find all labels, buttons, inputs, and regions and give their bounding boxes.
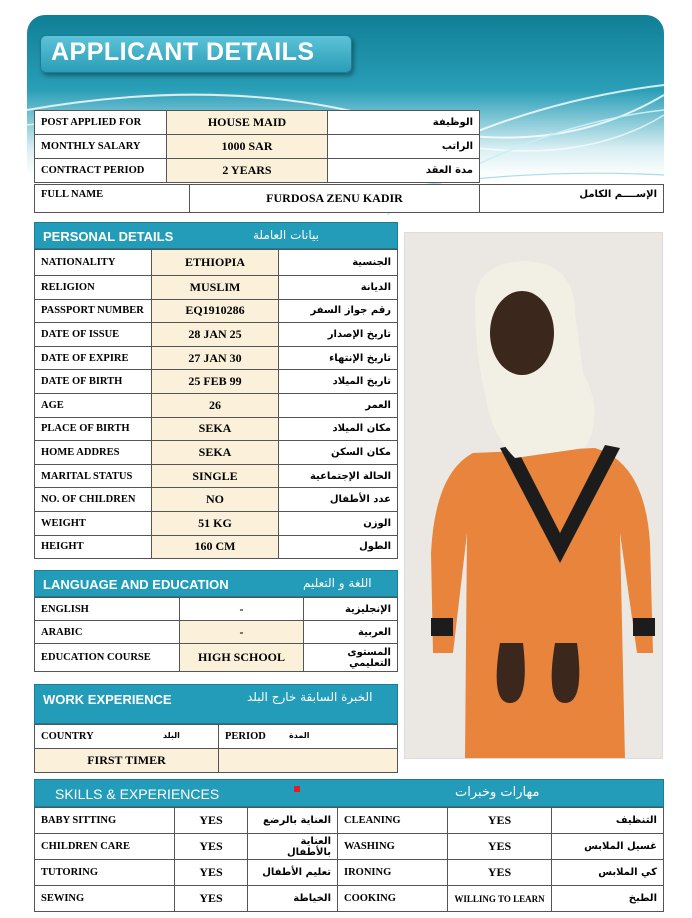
table-row: [35, 393, 398, 417]
table-row: [35, 135, 480, 159]
field-label-ar: الطول: [279, 535, 398, 559]
post-label-ar: الوظيفة: [328, 111, 480, 135]
contract-value: 2 YEARS: [167, 159, 328, 183]
field-label-ar: الديانة: [279, 276, 398, 300]
personal-title-ar: بيانات العاملة: [253, 228, 319, 242]
field-value: 25 FEB 99: [152, 370, 279, 394]
field-label: MARITAL STATUS: [35, 464, 152, 488]
job-table: [34, 110, 480, 183]
period-label: PERIOD: [225, 731, 266, 742]
field-label-ar: العربية: [304, 621, 398, 644]
field-label: EDUCATION COURSE: [35, 644, 180, 672]
table-row: [35, 417, 398, 441]
skills-table: [34, 807, 664, 912]
red-marker: [294, 786, 300, 792]
period-label-ar: المدة: [289, 731, 310, 740]
table-row: [35, 511, 398, 535]
skill-label: TUTORING: [35, 860, 175, 886]
table-row: [35, 488, 398, 512]
skill-label-ar: الطبخ: [552, 886, 664, 912]
field-value: 27 JAN 30: [152, 346, 279, 370]
salary-label: MONTHLY SALARY: [35, 135, 167, 159]
field-label: ARABIC: [35, 621, 180, 644]
country-label-ar: البلد: [163, 731, 180, 740]
field-label-ar: الإنجليزية: [304, 598, 398, 621]
contract-label: CONTRACT PERIOD: [35, 159, 167, 183]
table-row: [35, 860, 664, 886]
table-row: [35, 276, 398, 300]
field-label-ar: الجنسية: [279, 250, 398, 276]
table-row: [35, 808, 664, 834]
page-title-box: [40, 35, 352, 73]
skill-label-ar: غسيل الملابس: [552, 834, 664, 860]
personal-details-table: [34, 249, 398, 559]
skills-title-ar: مهارات وخبرات: [455, 785, 540, 800]
field-label: DATE OF ISSUE: [35, 323, 152, 347]
field-label: AGE: [35, 393, 152, 417]
skill-value: YES: [175, 808, 248, 834]
country-cell: [35, 725, 219, 749]
field-label: ENGLISH: [35, 598, 180, 621]
table-row: [35, 725, 398, 749]
field-value: 160 CM: [152, 535, 279, 559]
field-value: ETHIOPIA: [152, 250, 279, 276]
work-title-ar: الخبرة السابقة خارج البلد: [247, 690, 373, 704]
table-row: [35, 749, 398, 773]
table-row: [35, 159, 480, 183]
table-row: [35, 886, 664, 912]
table-row: [35, 834, 664, 860]
salary-value: 1000 SAR: [167, 135, 328, 159]
skill-label: CLEANING: [338, 808, 448, 834]
field-label-ar: مكان الميلاد: [279, 417, 398, 441]
work-experience-value: FIRST TIMER: [35, 749, 219, 773]
field-label: RELIGION: [35, 276, 152, 300]
table-row: [35, 185, 664, 213]
personal-title: PERSONAL DETAILS: [43, 229, 174, 244]
field-label-ar: الحالة الإجتماعية: [279, 464, 398, 488]
field-label: DATE OF EXPIRE: [35, 346, 152, 370]
field-value: SINGLE: [152, 464, 279, 488]
field-value: MUSLIM: [152, 276, 279, 300]
salary-label-ar: الراتب: [328, 135, 480, 159]
table-row: [35, 250, 398, 276]
skill-value: YES: [175, 860, 248, 886]
skill-label: BABY SITTING: [35, 808, 175, 834]
field-label: DATE OF BIRTH: [35, 370, 152, 394]
skill-label-ar: كي الملابس: [552, 860, 664, 886]
skill-value: YES: [448, 808, 552, 834]
field-value: 26: [152, 393, 279, 417]
personal-details-header: [34, 222, 398, 249]
skill-label: CHILDREN CARE: [35, 834, 175, 860]
skill-label-ar: العناية بالأطفال: [248, 834, 338, 860]
skill-label: SEWING: [35, 886, 175, 912]
field-label-ar: عدد الأطفال: [279, 488, 398, 512]
field-label: WEIGHT: [35, 511, 152, 535]
field-label-ar: مكان السكن: [279, 441, 398, 465]
field-label: HEIGHT: [35, 535, 152, 559]
field-value: HIGH SCHOOL: [180, 644, 304, 672]
period-cell: [219, 725, 398, 749]
field-value: NO: [152, 488, 279, 512]
person-silhouette: [405, 233, 663, 759]
skill-label: IRONING: [338, 860, 448, 886]
field-label: PLACE OF BIRTH: [35, 417, 152, 441]
field-value: 28 JAN 25: [152, 323, 279, 347]
language-education-header: [34, 570, 398, 597]
table-row: [35, 535, 398, 559]
skill-label-ar: التنظيف: [552, 808, 664, 834]
skill-value: YES: [175, 886, 248, 912]
field-label-ar: المستوى التعليمي: [304, 644, 398, 672]
field-label-ar: تاريخ الميلاد: [279, 370, 398, 394]
country-label: COUNTRY: [41, 731, 94, 742]
field-value: EQ1910286: [152, 299, 279, 323]
full-name-label-ar: الإســــم الكامل: [480, 185, 664, 213]
field-value: SEKA: [152, 441, 279, 465]
post-label: POST APPLIED FOR: [35, 111, 167, 135]
table-row: [35, 621, 398, 644]
field-label-ar: تاريخ الإنتهاء: [279, 346, 398, 370]
skill-label: COOKING: [338, 886, 448, 912]
full-name-table: [34, 184, 664, 213]
table-row: [35, 299, 398, 323]
field-label-ar: تاريخ الإصدار: [279, 323, 398, 347]
period-value: [219, 749, 398, 773]
field-label-ar: الوزن: [279, 511, 398, 535]
skill-value: YES: [448, 860, 552, 886]
skill-label-ar: الخياطة: [248, 886, 338, 912]
skills-title: SKILLS & EXPERIENCES: [55, 786, 220, 802]
applicant-photo: [404, 232, 663, 759]
table-row: [35, 644, 398, 672]
language-education-table: [34, 597, 398, 672]
table-row: [35, 598, 398, 621]
skill-value: YES: [448, 834, 552, 860]
contract-label-ar: مدة العقد: [328, 159, 480, 183]
field-label-ar: العمر: [279, 393, 398, 417]
field-value: -: [180, 598, 304, 621]
field-label: PASSPORT NUMBER: [35, 299, 152, 323]
skill-label: WASHING: [338, 834, 448, 860]
work-experience-table: [34, 724, 398, 773]
work-experience-header: [34, 684, 398, 724]
table-row: [35, 346, 398, 370]
full-name-label: FULL NAME: [35, 185, 190, 213]
language-title-ar: اللغة و التعليم: [303, 576, 372, 590]
table-row: [35, 111, 480, 135]
post-value: HOUSE MAID: [167, 111, 328, 135]
field-label: NATIONALITY: [35, 250, 152, 276]
field-label: NO. OF CHILDREN: [35, 488, 152, 512]
skill-value: YES: [175, 834, 248, 860]
work-title: WORK EXPERIENCE: [43, 692, 172, 707]
skills-header: [34, 779, 664, 807]
field-value: -: [180, 621, 304, 644]
skill-label-ar: العناية بالرضع: [248, 808, 338, 834]
full-name-value: FURDOSA ZENU KADIR: [190, 185, 480, 213]
skill-value: WILLING TO LEARN: [448, 886, 552, 912]
table-row: [35, 464, 398, 488]
field-label: HOME ADDRES: [35, 441, 152, 465]
language-title: LANGUAGE AND EDUCATION: [43, 577, 229, 592]
skill-label-ar: تعليم الأطفال: [248, 860, 338, 886]
table-row: [35, 370, 398, 394]
field-value: SEKA: [152, 417, 279, 441]
page-title: APPLICANT DETAILS: [51, 38, 315, 66]
field-value: 51 KG: [152, 511, 279, 535]
table-row: [35, 441, 398, 465]
table-row: [35, 323, 398, 347]
field-label-ar: رقم جواز السفر: [279, 299, 398, 323]
